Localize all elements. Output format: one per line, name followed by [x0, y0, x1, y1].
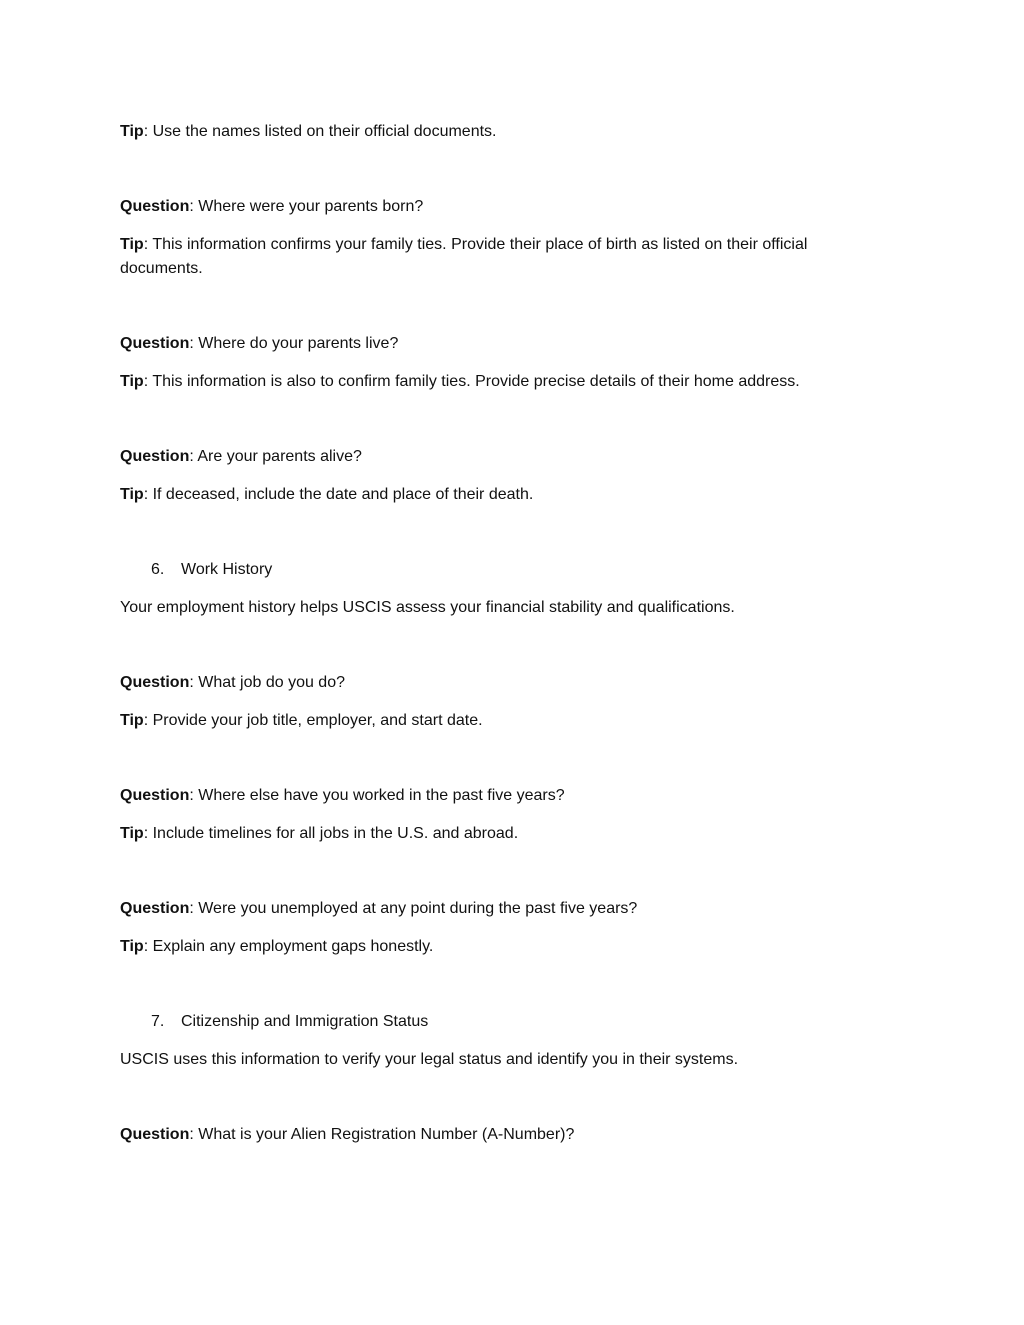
separator: : — [189, 335, 199, 352]
tip-text: Explain any employment gaps honestly. — [152, 938, 434, 955]
tip-text: This information confirms your family ties. Provide their place of birth as listed on their official documents. — [120, 236, 808, 277]
paragraph-text: Your employment history helps USCIS assess your financial stability and qualifications. — [120, 599, 735, 616]
tip-worked-else — [120, 822, 880, 846]
separator: : — [189, 900, 199, 917]
question-text: What job do you do? — [198, 674, 345, 691]
tip-text: This information is also to confirm family ties. Provide precise details of their home address. — [152, 373, 800, 390]
separator: : — [143, 373, 153, 390]
question-parents-alive — [120, 445, 880, 469]
tip-text: Use the names listed on their official documents. — [152, 123, 497, 140]
question-label: Question — [120, 1126, 190, 1143]
separator: : — [189, 198, 199, 215]
question-text: Are your parents alive? — [197, 448, 362, 465]
question-worked-else — [120, 784, 880, 808]
separator: : — [189, 1126, 199, 1143]
section-intro-citizenship — [120, 1048, 880, 1072]
separator: : — [143, 712, 153, 729]
separator: : — [189, 787, 199, 804]
question-label: Question — [120, 900, 190, 917]
question-text: Where were your parents born? — [198, 198, 424, 215]
question-job — [120, 671, 880, 695]
tip-official-names — [120, 120, 880, 144]
tip-label: Tip — [120, 373, 144, 390]
question-label: Question — [120, 787, 190, 804]
question-parents-live — [120, 332, 880, 356]
question-text: Were you unemployed at any point during the past five years? — [198, 900, 638, 917]
separator: : — [189, 448, 198, 465]
question-label: Question — [120, 674, 190, 691]
question-label: Question — [120, 198, 190, 215]
separator: : — [143, 486, 153, 503]
question-text: Where do your parents live? — [198, 335, 399, 352]
tip-label: Tip — [120, 712, 144, 729]
separator: : — [143, 938, 153, 955]
tip-job — [120, 709, 880, 733]
separator: : — [143, 236, 153, 253]
question-unemployed — [120, 897, 880, 921]
section-number: 7. — [151, 1013, 165, 1030]
separator: : — [143, 825, 153, 842]
tip-parents-born — [120, 233, 880, 281]
tip-unemployed — [120, 935, 880, 959]
section-number: 6. — [151, 561, 165, 578]
tip-text: If deceased, include the date and place of their death. — [152, 486, 534, 503]
tip-label: Tip — [120, 486, 144, 503]
tip-text: Include timelines for all jobs in the U.S. and abroad. — [152, 825, 519, 842]
section-title: Work History — [181, 561, 273, 578]
question-text: What is your Alien Registration Number (A-Number)? — [198, 1126, 575, 1143]
tip-label: Tip — [120, 123, 144, 140]
section-intro-work-history — [120, 596, 880, 620]
section-heading-work-history — [151, 558, 911, 582]
tip-text: Provide your job title, employer, and start date. — [152, 712, 483, 729]
tip-parents-alive — [120, 483, 880, 507]
question-text: Where else have you worked in the past five years? — [198, 787, 565, 804]
tip-label: Tip — [120, 825, 144, 842]
question-label: Question — [120, 448, 190, 465]
tip-label: Tip — [120, 938, 144, 955]
separator: : — [143, 123, 153, 140]
section-title: Citizenship and Immigration Status — [181, 1013, 429, 1030]
question-a-number — [120, 1123, 880, 1147]
paragraph-text: USCIS uses this information to verify your legal status and identify you in their systems. — [120, 1051, 739, 1068]
tip-label: Tip — [120, 236, 144, 253]
question-label: Question — [120, 335, 190, 352]
section-heading-citizenship — [151, 1010, 911, 1034]
tip-parents-live — [120, 370, 880, 394]
question-parents-born — [120, 195, 880, 219]
separator: : — [189, 674, 199, 691]
